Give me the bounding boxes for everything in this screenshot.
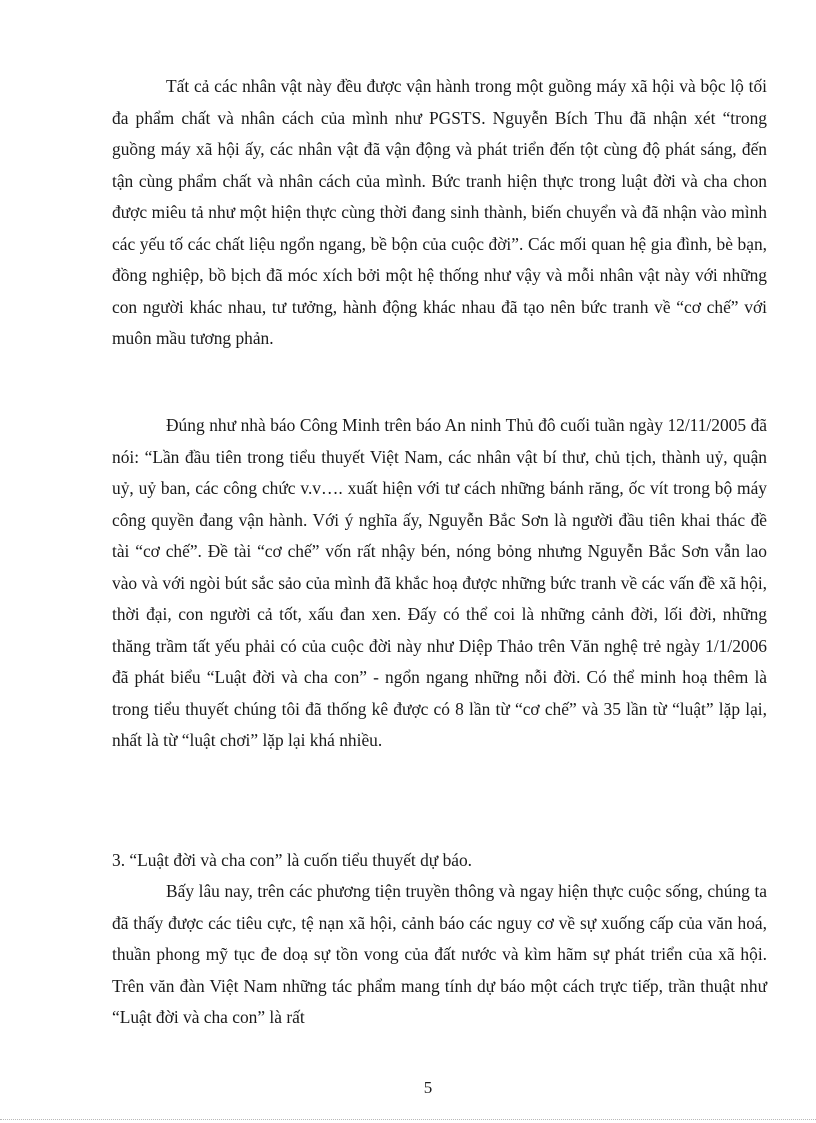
body-paragraph-2 xyxy=(112,410,767,757)
body-paragraph-1 xyxy=(112,71,767,355)
body-paragraph-3 xyxy=(112,876,767,1034)
paragraph-text: Bấy lâu nay, trên các phương tiện truyền thông và ngay hiện thực cuộc sống, chúng ta đã thấy được các tiêu cực, tệ nạn xã hội, cảnh báo các nguy cơ về sự xuống cấp của văn hoá, thuần phong mỹ tục đe doạ sự tồn vong của đất nước và kìm hãm sự phát triển của xã hội. Trên văn đàn Việt Nam những tác phẩm mang tính dự báo một cách trực tiếp, trần thuật như “Luật đời và cha con” là rất xyxy=(112,881,767,1027)
section-heading-text: 3. “Luật đời và cha con” là cuốn tiểu thuyết dự báo. xyxy=(112,850,473,870)
page-number: 5 xyxy=(423,1078,433,1097)
paragraph-text: Đúng như nhà báo Công Minh trên báo An ninh Thủ đô cuối tuần ngày 12/11/2005 đã nói: “Lần đầu tiên trong tiểu thuyết Việt Nam, các nhân vật bí thư, chủ tịch, thành uỷ, quận uỷ, uỷ ban, các công chức v.v…. xuất hiện với tư cách những bánh răng, ốc vít trong bộ máy công quyền đang vận hành. Với ý nghĩa ấy, Nguyễn Bắc Sơn là người đầu tiên khai thác đề tài “cơ chế”. Đề tài “cơ chế” vốn rất nhậy bén, nóng bỏng nhưng Nguyễn Bắc Sơn vẫn lao vào và với ngòi bút sắc sảo của mình đã khắc hoạ được những bức tranh về các vấn đề xã hội, thời đại, con người cả tốt, xấu đan xen. Đấy có thể coi là những cảnh đời, lối đời, những thăng trầm tất yếu phải có của cuộc đời này như Diệp Thảo trên Văn nghệ trẻ ngày 1/1/2006 đã phát biểu “Luật đời và cha con” - ngổn ngang những nỗi đời. Có thể minh hoạ thêm là trong tiểu thuyết chúng tôi đã thống kê được có 8 lần từ “cơ chế” và 35 lần từ “luật” lặp lại, nhất là từ “luật chơi” lặp lại khá nhiều. xyxy=(112,415,767,750)
paragraph-text: Tất cả các nhân vật này đều được vận hành trong một guồng máy xã hội và bộc lộ tối đa phẩm chất và nhân cách của mình như PGSTS. Nguyễn Bích Thu đã nhận xét “trong guồng máy xã hội ấy, các nhân vật đã vận động và phát triển đến tột cùng độ phát sáng, đến tận cùng phẩm chất và nhân cách của mình. Bức tranh hiện thực trong luật đời và cha chon được miêu tả như một hiện thực cùng thời đang sinh thành, biến chuyển và đã nhận vào mình các yếu tố các chất liệu ngổn ngang, bề bộn của cuộc đời”. Các mối quan hệ gia đình, bè bạn, đồng nghiệp, bồ bịch đã móc xích bởi một hệ thống như vậy và mỗi nhân vật này với những con người khác nhau, tư tưởng, hành động khác nhau đã tạo nên bức tranh về “cơ chế” với muôn mầu tương phản. xyxy=(112,76,767,348)
section-heading xyxy=(112,845,767,877)
page-bottom-border xyxy=(0,1119,816,1120)
